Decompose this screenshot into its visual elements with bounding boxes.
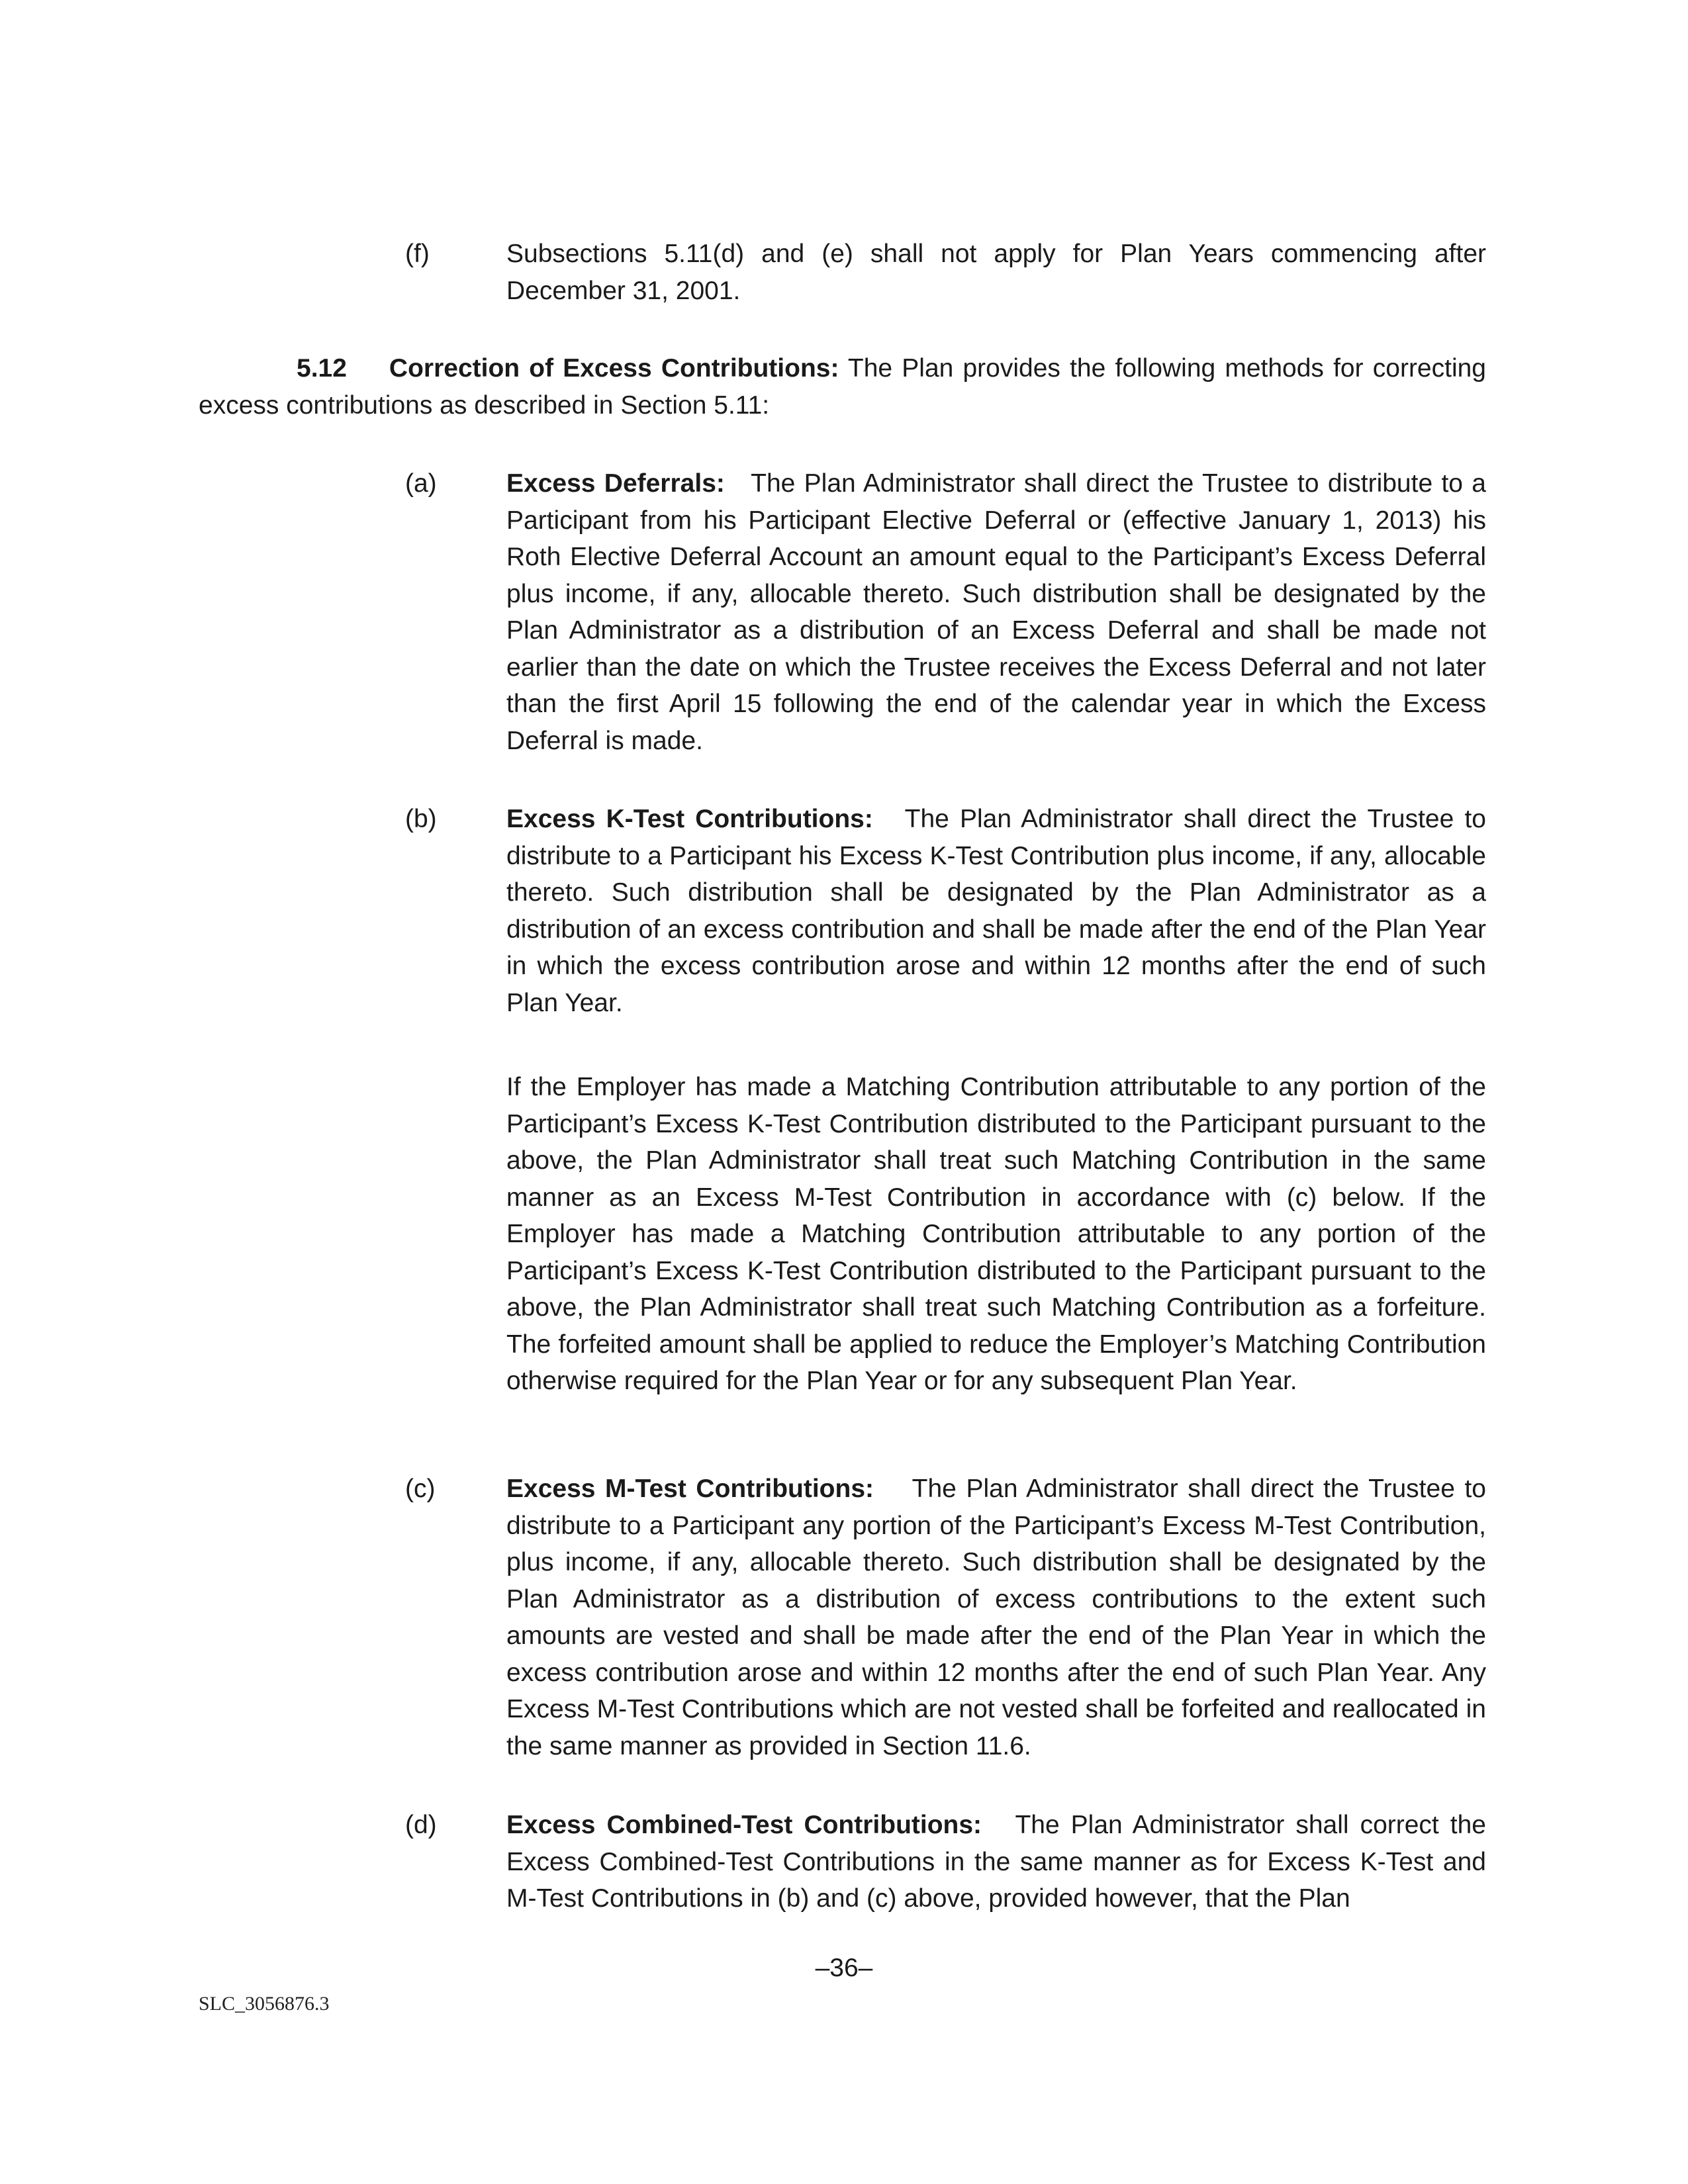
section-title: Correction of Excess Contributions: [389, 354, 839, 383]
item-b-title: Excess K-Test Contributions: [506, 805, 873, 833]
item-c-text: The Plan Administrator shall direct the Trustee to distribute to a Participant any portion of the Participant’s Excess M-Test Contribution, plus income, if any, allocable thereto. Such distribution shall be designated by the Plan Administrator as a distribution of excess contributions to the extent such amounts are vested and shall be made after the end of the Plan Year in which the excess contribution arose and within 12 months after the end of such Plan Year. Any Excess M-Test Contributions which are not vested shall be forfeited and reallocated in the same manner as provided in Section 11.6. [506, 1475, 1487, 1760]
item-b-paragraph [506, 801, 1486, 1021]
item-c-paragraph [506, 1471, 1486, 1764]
item-f-label: (f) [405, 240, 430, 268]
item-c-label: (c) [405, 1475, 436, 1503]
item-d-text: The Plan Administrator shall correct the Excess Combined-Test Contributions in the same manner as for Excess K-Test and M-Test Contributions in (b) and (c) above, provided however, that the Plan [506, 1811, 1487, 1913]
item-a-title: Excess Deferrals: [506, 469, 725, 498]
item-a-paragraph [506, 465, 1486, 759]
section-number: 5.12 [297, 354, 347, 383]
item-b-text: The Plan Administrator shall direct the Trustee to distribute to a Participant his Excess K-Test Contribution plus income, if any, allocable thereto. Such distribution shall be designated by the Plan Administrator as a distribution of an excess contribution and shall be made after the end of the Plan Year in which the excess contribution arose and within 12 months after the end of such Plan Year. [506, 805, 1486, 1017]
item-f-text: Subsections 5.11(d) and (e) shall not apply for Plan Years commencing after December 31, 2001. [506, 240, 1486, 305]
page-number: –36– [815, 1954, 873, 1982]
item-a-label: (a) [405, 469, 437, 498]
item-a-text: The Plan Administrator shall direct the Trustee to distribute to a Participant from his Participant Elective Deferral or (effective January 1, 2013) his Roth Elective Deferral Account an amount equal to the Participant’s Excess Deferral plus income, if any, allocable thereto. Such distribution shall be designated by the Plan Administrator as a distribution of an Excess Deferral and shall be made not earlier than the date on which the Trustee receives the Excess Deferral and not later than the first April 15 following the end of the calendar year in which the Excess Deferral is made. [506, 469, 1486, 755]
item-c-title: Excess M-Test Contributions: [506, 1475, 874, 1503]
item-d-title: Excess Combined-Test Contributions: [506, 1811, 982, 1839]
section-5-12-paragraph [199, 350, 1486, 424]
section-intro-text: The Plan provides the following methods for correcting excess contributions as described in Section 5.11: [199, 354, 1486, 420]
item-d-paragraph [506, 1807, 1486, 1917]
item-b-paragraph-2: If the Employer has made a Matching Contribution attributable to any portion of the Participant’s Excess K-Test Contribution distributed to the Participant pursuant to the above, the Plan Administrator shall treat such Matching Contribution in the same manner as an Excess M-Test Contribution in accordance with (c) below. If the Employer has made a Matching Contribution attributable to any portion of the Participant’s Excess K-Test Contribution distributed to the Participant pursuant to the above, the Plan Administrator shall treat such Matching Contribution as a forfeiture. The forfeited amount shall be applied to reduce the Employer’s Matching Contribution otherwise required for the Plan Year or for any subsequent Plan Year. [506, 1073, 1486, 1395]
item-d-label: (d) [405, 1811, 437, 1839]
item-b-label: (b) [405, 805, 437, 833]
document-id: SLC_3056876.3 [199, 1993, 330, 2015]
